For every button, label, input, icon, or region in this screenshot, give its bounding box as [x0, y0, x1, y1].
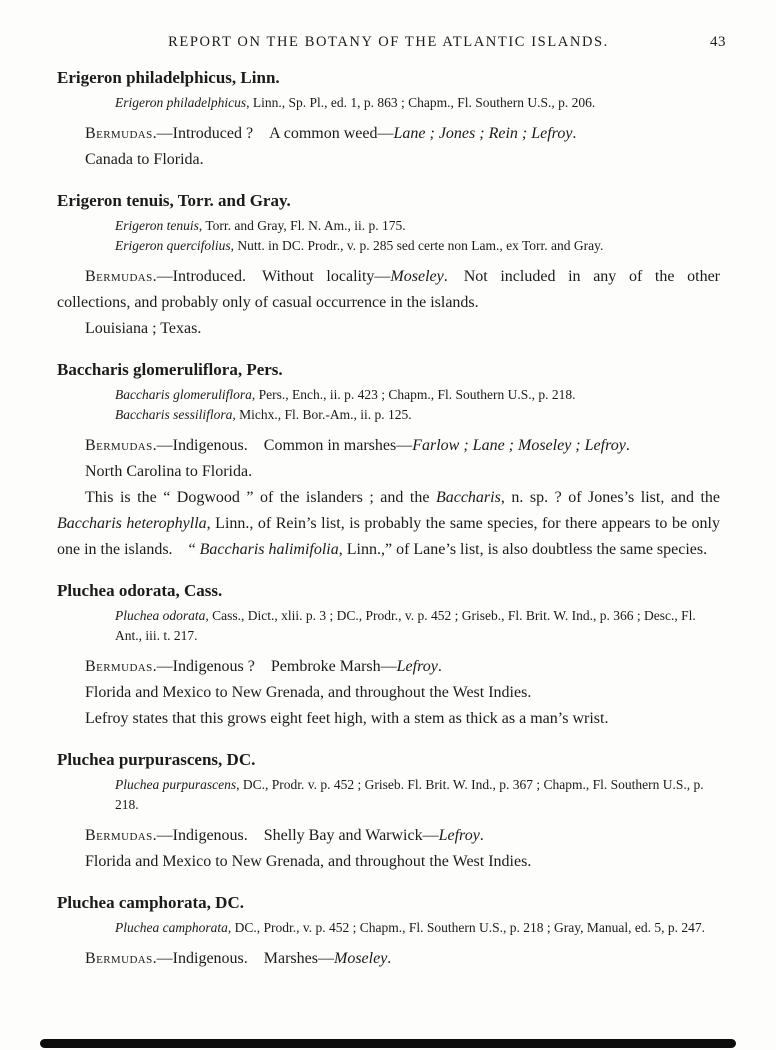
species-entry: [57, 748, 720, 875]
citation-line: Baccharis glomeruliflora, Pers., Ench., ii. p. 423 ; Chapm., Fl. Southern U.S., p. 218.: [115, 387, 576, 402]
note-paragraph: This is the “ Dogwood ” of the islanders ; and the Baccharis, n. sp. ? of Jones’s list, and the Baccharis heterophylla, Linn., of Rein’s list, is probably the same species, for there appears to be only one in the islands. “ Baccharis halimifolia, Linn.,” of Lane’s list, is also doubtless the same species.: [57, 489, 721, 558]
citation-block: [57, 918, 720, 938]
species-entry: [57, 189, 720, 342]
species-heading: Baccharis glomeruliflora, Pers.: [57, 360, 283, 379]
citation-line: Erigeron tenuis, Torr. and Gray, Fl. N. Am., ii. p. 175.: [115, 218, 406, 233]
body-paragraph: Bermudas.—Indigenous. Marshes—Moseley.: [85, 950, 392, 967]
body-paragraph: Bermudas.—Indigenous. Shelly Bay and Warwick—Lefroy.: [85, 827, 484, 844]
running-header: [57, 32, 726, 52]
citation-block: [57, 606, 720, 646]
citation-line: Erigeron philadelphicus, Linn., Sp. Pl., ed. 1, p. 863 ; Chapm., Fl. Southern U.S., p. 206.: [115, 95, 596, 110]
body-paragraph: North Carolina to Florida.: [85, 463, 253, 480]
body-paragraph: Florida and Mexico to New Grenada, and throughout the West Indies.: [85, 853, 532, 870]
species-heading: Erigeron tenuis, Torr. and Gray.: [57, 191, 291, 210]
species-heading: Pluchea odorata, Cass.: [57, 581, 223, 600]
citation-block: [57, 93, 720, 113]
citation-line: Pluchea odorata, Cass., Dict., xlii. p. 3 ; DC., Prodr., v. p. 452 ; Griseb., Fl. Brit. W. Ind., p. 366 ; Desc., Fl. Ant., iii. t. 217.: [115, 608, 696, 643]
running-header-title: REPORT ON THE BOTANY OF THE ATLANTIC ISLANDS.: [168, 34, 609, 50]
citation-line: Baccharis sessiliflora, Michx., Fl. Bor.-Am., ii. p. 125.: [115, 407, 412, 422]
body-paragraph: Bermudas.—Introduced. Without locality—Moseley. Not included in any of the other collections, and probably only of casual occurrence in the islands.: [57, 268, 720, 311]
scan-edge-artifact: [40, 1039, 736, 1048]
citation-line: Pluchea camphorata, DC., Prodr., v. p. 452 ; Chapm., Fl. Southern U.S., p. 218 ; Gray, Manual, ed. 5, p. 247.: [115, 920, 705, 935]
species-heading: Pluchea purpurascens, DC.: [57, 750, 256, 769]
body-paragraph: Louisiana ; Texas.: [85, 320, 202, 337]
citation-block: [57, 775, 720, 815]
species-entry: [57, 66, 720, 173]
body-paragraph: Bermudas.—Introduced ? A common weed—Lane ; Jones ; Rein ; Lefroy.: [85, 125, 577, 142]
page-number: 43: [710, 34, 726, 50]
species-entry: [57, 579, 720, 732]
species-entry: [57, 891, 720, 972]
species-entry: [57, 358, 720, 563]
citation-block: [57, 216, 720, 256]
species-heading: Erigeron philadelphicus, Linn.: [57, 68, 280, 87]
citation-block: [57, 385, 720, 425]
body-paragraph: Bermudas.—Indigenous ? Pembroke Marsh—Lefroy.: [85, 658, 442, 675]
species-heading: Pluchea camphorata, DC.: [57, 893, 244, 912]
citation-line: Erigeron quercifolius, Nutt. in DC. Prodr., v. p. 285 sed certe non Lam., ex Torr. and Gray.: [115, 238, 604, 253]
body-paragraph: Bermudas.—Indigenous. Common in marshes—Farlow ; Lane ; Moseley ; Lefroy.: [85, 437, 630, 454]
note-paragraph: Lefroy states that this grows eight feet high, with a stem as thick as a man’s wrist.: [85, 710, 609, 727]
citation-line: Pluchea purpurascens, DC., Prodr. v. p. 452 ; Griseb. Fl. Brit. W. Ind., p. 367 ; Chapm., Fl. Southern U.S., p. 218.: [115, 777, 704, 812]
body-paragraph: Florida and Mexico to New Grenada, and throughout the West Indies.: [85, 684, 532, 701]
body-paragraph: Canada to Florida.: [85, 151, 204, 168]
